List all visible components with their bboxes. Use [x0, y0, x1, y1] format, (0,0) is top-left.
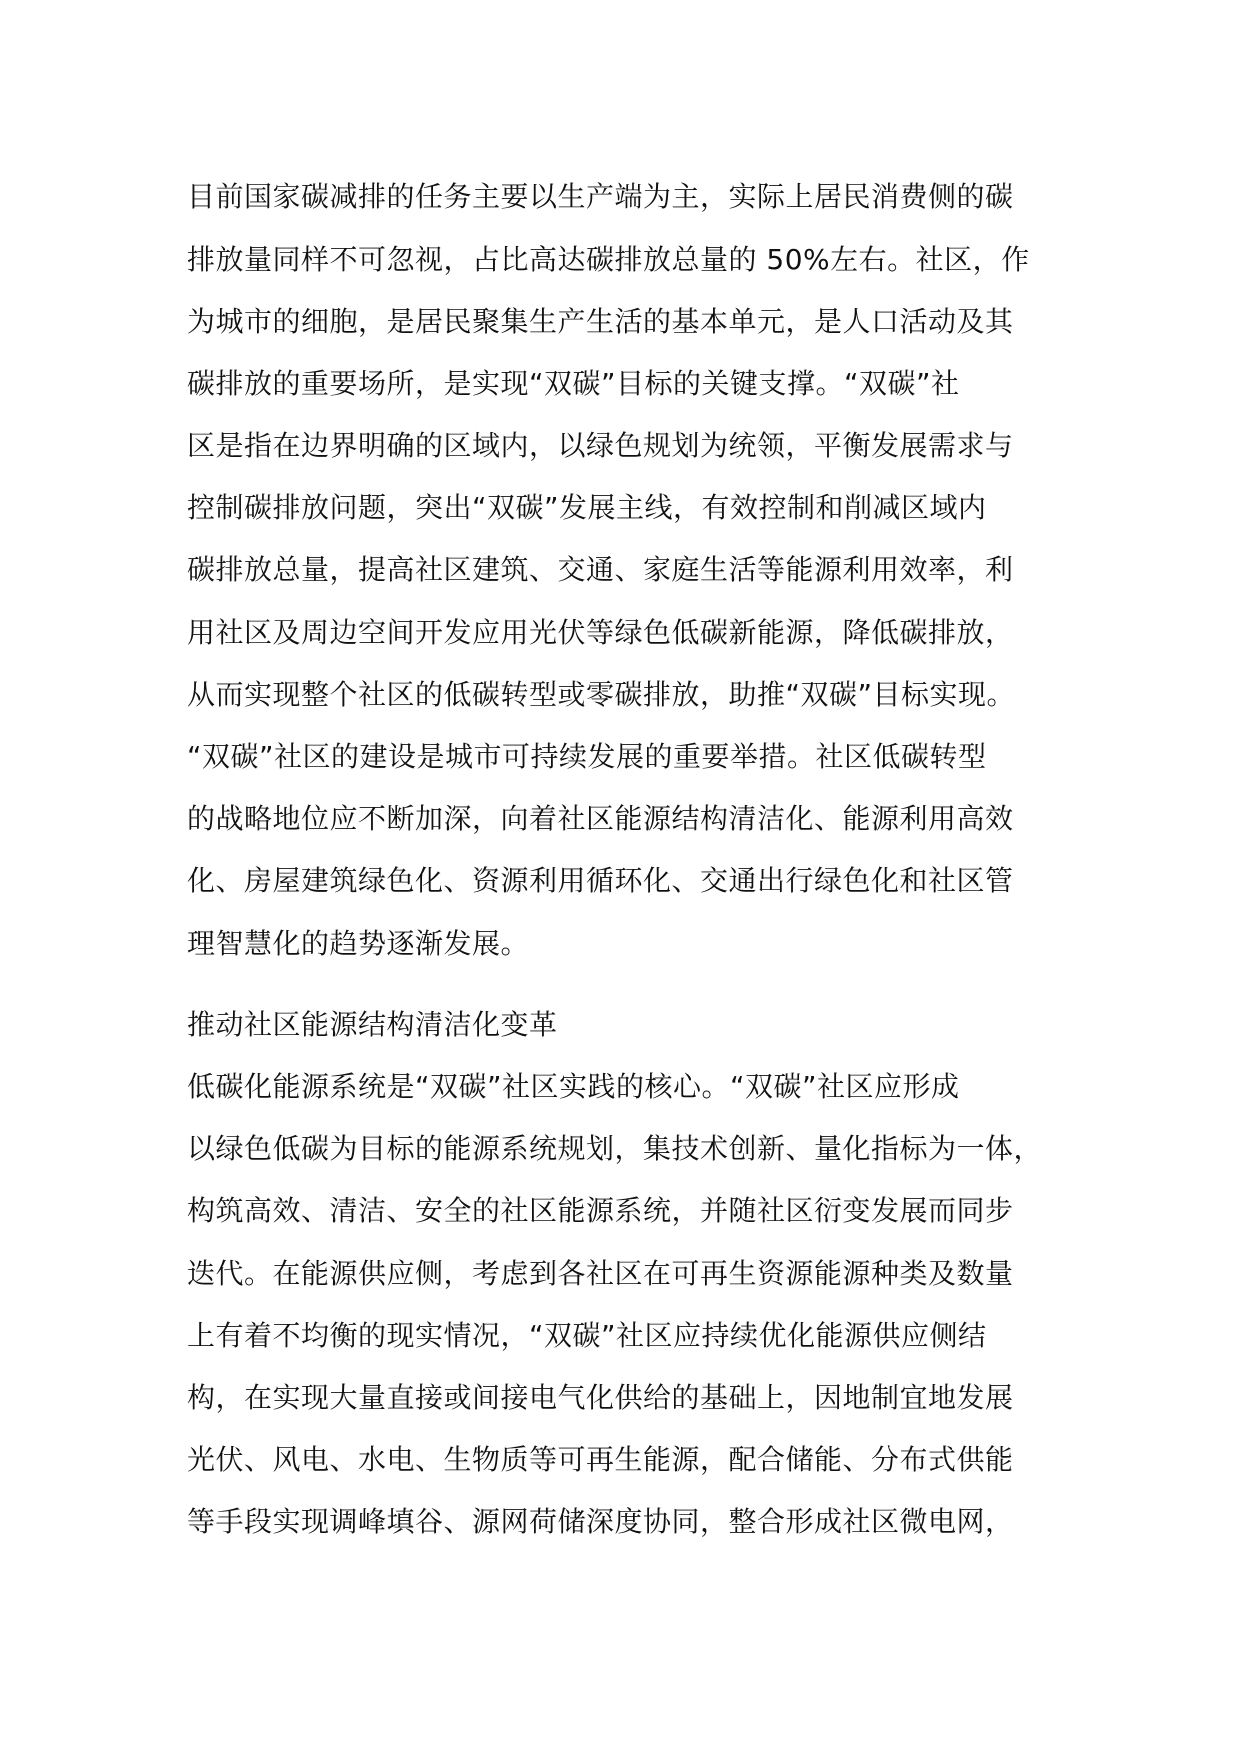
text-line: 迭代。在能源供应侧，考虑到各社区在可再生资源能源种类及数量 — [187, 1257, 1014, 1290]
text-line: 化、房屋建筑绿色化、资源利用循环化、交通出行绿色化和社区管 — [187, 864, 1014, 897]
text-line: 等手段实现调峰填谷、源网荷储深度协同，整合形成社区微电网， — [187, 1505, 1014, 1538]
text-line: 用社区及周边空间开发应用光伏等绿色低碳新能源，降低碳排放， — [187, 616, 1014, 649]
text-line: 光伏、风电、水电、生物质等可再生能源，配合储能、分布式供能 — [187, 1443, 1014, 1476]
text-line: 目前国家碳减排的任务主要以生产端为主，实际上居民消费侧的碳 — [187, 180, 1014, 213]
text-line: 上有着不均衡的现实情况，“双碳”社区应持续优化能源供应侧结 — [187, 1319, 987, 1352]
text-line: 理智慧化的趋势逐渐发展。 — [187, 927, 530, 960]
text-line: 低碳化能源系统是“双碳”社区实践的核心。“双碳”社区应形成 — [187, 1070, 960, 1103]
text-line: 排放量同样不可忽视，占比高达碳排放总量的 50%左右。社区，作 — [187, 243, 1030, 276]
text-line: 碳排放的重要场所，是实现“双碳”目标的关键支撑。“双碳”社 — [187, 367, 960, 400]
text-line: 为城市的细胞，是居民聚集生产生活的基本单元，是人口活动及其 — [187, 305, 1014, 338]
text-line: 构，在实现大量直接或间接电气化供给的基础上，因地制宜地发展 — [187, 1381, 1014, 1414]
text-line: 区是指在边界明确的区域内，以绿色规划为统领，平衡发展需求与 — [187, 429, 1014, 462]
section-heading: 推动社区能源结构清洁化变革 — [187, 1008, 558, 1041]
text-line: 从而实现整个社区的低碳转型或零碳排放，助推“双碳”目标实现。 — [187, 678, 1016, 711]
text-line: 的战略地位应不断加深，向着社区能源结构清洁化、能源利用高效 — [187, 802, 1014, 835]
text-line: 碳排放总量，提高社区建筑、交通、家庭生活等能源利用效率，利 — [187, 553, 1014, 586]
text-line: 以绿色低碳为目标的能源系统规划，集技术创新、量化指标为一体， — [187, 1132, 1043, 1165]
text-line: “双碳”社区的建设是城市可持续发展的重要举措。社区低碳转型 — [187, 740, 987, 773]
text-line: 构筑高效、清洁、安全的社区能源系统，并随社区衍变发展而同步 — [187, 1194, 1014, 1227]
text-line: 控制碳排放问题，突出“双碳”发展主线，有效控制和削减区域内 — [187, 491, 987, 524]
